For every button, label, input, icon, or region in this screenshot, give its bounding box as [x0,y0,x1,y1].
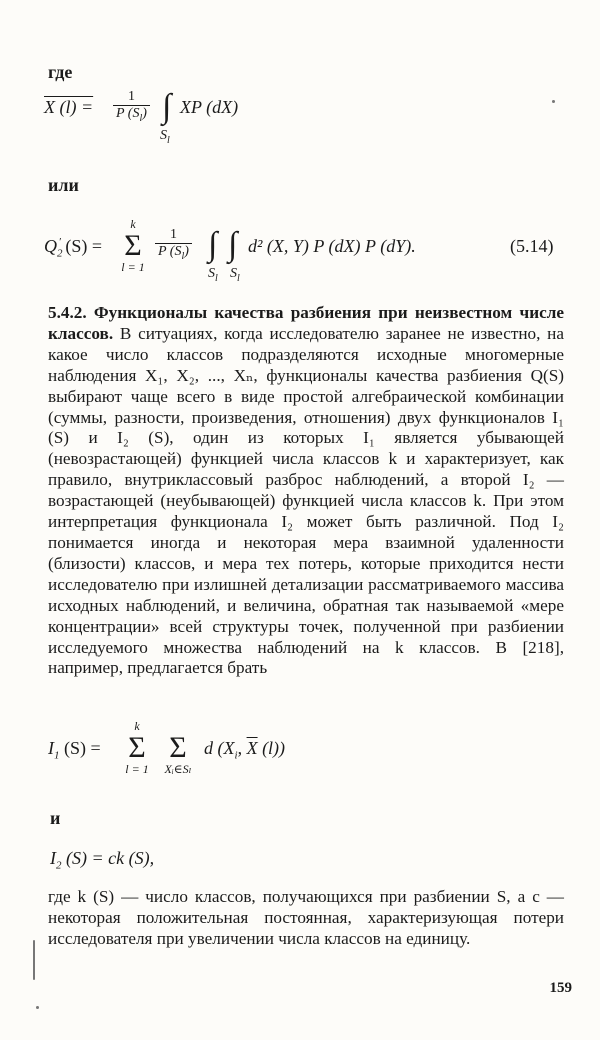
sum-sign: Σ [128,731,146,764]
scan-speck [36,1006,39,1009]
sum-sign: Σ [124,229,142,262]
formula-3-lhs-sub: 1 [54,749,60,762]
formula-2-limit-2-sub: l [237,272,240,284]
formula-3-rhs-sub: i [234,749,238,762]
intro-word-1: где [48,62,73,82]
formula-3-lhs-rest: (S) = [64,738,101,758]
intro-word-2: или [48,175,79,195]
section-paragraph [48,303,564,679]
formula-1-integrand: XP (dX) [180,97,239,117]
formula-2-lhs-sup: ′ [58,236,61,248]
formula-2-lhs-rest: (S) = [65,236,103,256]
section-heading: 5.4.2. Функционалы качества разбиения при неизвестном числе классов. [48,303,564,343]
closing-text: где k (S) — число классов, получающихся при разбиении S, а c — некоторая положительная постоянная, характеризующая потери исследователя при увеличении числа классов на единицу. [48,887,564,948]
equation-number: (5.14) [510,236,554,256]
formula-2-lhs: Q [44,236,57,256]
formula-3-rhs-end: (l)) [262,738,286,758]
formula-2-lhs-sub: 2 [57,247,63,260]
formula-2-limit-2: S [230,266,237,281]
formula-2-limit-1-sub: l [215,272,218,284]
page-number: 159 [549,980,572,996]
formula-2-limit-1: S [208,266,215,281]
intro-word-3: и [50,808,61,828]
formula-1-frac-den-close: ) [142,106,147,121]
formula-4-lhs-sub: 2 [56,859,62,872]
formula-2-sum-top: k [130,217,136,231]
formula-2-frac-den: P (S [158,244,182,259]
formula-3-sum-top: k [134,719,140,733]
formula-2-frac-den-close: ) [184,244,189,259]
formula-3-sum-bottom: l = 1 [125,762,149,776]
integral-sign: ∫ [208,226,218,263]
closing-paragraph [48,887,564,950]
formula-1-frac-num: 1 [127,89,135,104]
formula-3-rhs-mid: , [237,738,243,758]
integral-sign: ∫ [228,226,238,263]
formula-1-lhs: X (l) = [44,97,94,117]
formula-1-limit: S [160,128,167,143]
formula-4-lhs: I [50,848,56,868]
formula-3-sum2-bottom: Xᵢ∈Sₗ [164,762,192,776]
scan-speck [33,940,35,980]
formula-3-rhs: d (X [204,738,235,758]
formula-2-integrand: d² (X, Y) P (dX) P (dY). [248,236,416,256]
formula-1-frac-den: P (S [116,106,140,121]
formula-3-lhs: I [48,738,54,758]
formula-2-frac-den-sub: l [181,250,185,262]
formula-3-rhs-bar: $\overline{X}$ [246,738,258,758]
integral-sign: ∫ [162,88,172,125]
section-body: В ситуациях, когда исследователю заранее не известно, на какое число классов подразделяются исходные многомерные наблюдения X₁, X₂, ..., Xₙ, функционалы качества разбиения Q(S) выбирают чаще всего в виде простой алгебраической комбинации (суммы, разности, произведения, отношения) двух функционалов I₁ (S) и I₂ (S), один из которых I₁ является убывающей (невозрастающей) функцией числа классов k и характеризует, как правило, внутриклассовый разброс наблюдений, а второй I₂ — возрастающей (неубывающей) функцией числа классов k. При этом интерпретация функционала I₂ может быть различной. Под I₂ понимается иногда и некоторая мера взаимной удаленности (близости) классов, и мера тех потерь, которые приходится нести исследователю при излишней детализации рассматриваемого массива исходных наблюдений, и величина, обратная так называемой «мере концентрации» всей структуры точек, полученной при разбиении исследуемого множества наблюдений на k классов. В [218], например, предлагается брать [48,323,564,678]
scan-speck [552,100,555,103]
formula-1-frac-den-sub: l [139,112,143,124]
formula-2-sum-bottom: l = 1 [121,260,145,274]
sum-sign: Σ [169,731,187,764]
formula-1-limit-sub: l [167,134,170,146]
formula-4-rhs: (S) = ck (S), [66,848,155,868]
formula-i2 [50,848,154,872]
formula-2-frac-num: 1 [169,227,177,242]
